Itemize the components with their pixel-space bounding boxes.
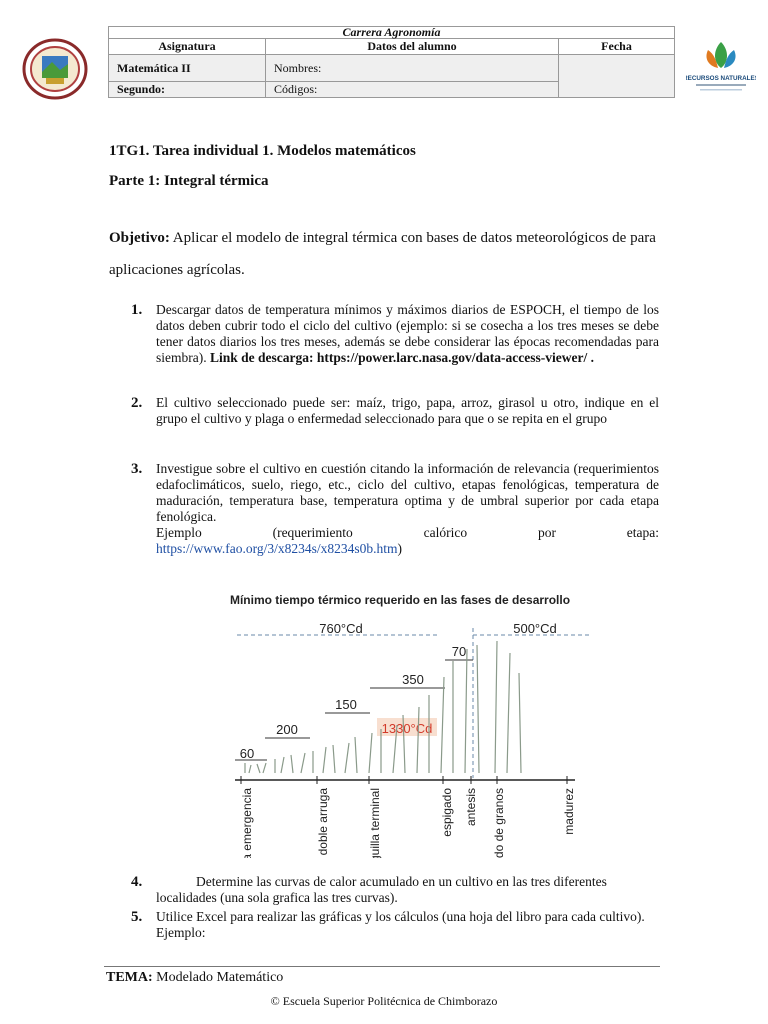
list-item: 3. Investigue sobre el cultivo en cuestión citando la información de relevancia (requerimientos edafoclimáticos, suelo, riego, etc., ciclo del cultivo, etapas fenológicas, temperatura de maduración, temperatura base, temperatura optima y de umbral superior por cada etapa fenológica. Ejemplo (requerimiento calórico por etapa: https://www.fao.org/3/x8234s/x8234s0b.htm): [131, 461, 659, 556]
student-data-header: Datos del alumno: [266, 39, 559, 55]
part-title: Parte 1: Integral térmica: [109, 173, 269, 189]
step-label: 350: [402, 672, 424, 687]
footer-topic: [106, 970, 283, 986]
item-text: Utilice Excel para realizar las gráficas y los cálculos (una hoja del libro para cada cultivo).: [156, 909, 645, 924]
objective-label: Objetivo:: [109, 230, 170, 246]
step-label: 150: [335, 697, 357, 712]
list-item: [109, 395, 659, 427]
topic-value: Modelado Matemático: [152, 970, 284, 985]
stage-label: siembra emergencia: [240, 788, 254, 858]
figure-title: Mínimo tiempo térmico requerido en las fases de desarrollo: [229, 593, 571, 607]
item-number: 4.: [131, 874, 143, 890]
example-line: Ejemplo (requerimiento calórico por etapa:: [156, 525, 659, 540]
logo-text: RECURSOS NATURALES: [686, 75, 756, 82]
thermal-time-figure: [205, 588, 595, 858]
subject-value: Matemática II: [109, 55, 266, 82]
stage-label: espigado: [440, 788, 454, 837]
objective-text: Aplicar el modelo de integral térmica con bases de datos meteorológicos de para aplicaciones agrícolas.: [109, 230, 656, 278]
item-number: 1.: [131, 302, 143, 318]
list-item: [109, 909, 659, 941]
footer-divider: [104, 966, 660, 967]
span-left-label: 760°Cd: [319, 621, 363, 636]
subject-header: Asignatura: [109, 39, 266, 55]
list-item: [109, 302, 659, 366]
item-number: 5.: [131, 909, 143, 925]
item-text: Determine las curvas de calor acumulado en un cultivo en las tres diferentes localidades (una sola grafica las tres curvas).: [156, 874, 607, 905]
topic-label: TEMA:: [106, 970, 153, 985]
level-value: Segundo:: [109, 82, 266, 98]
stage-label: llenado de granos: [492, 788, 506, 858]
stage-label: madurez: [562, 788, 576, 835]
career-title: Carrera Agronomía: [109, 27, 675, 39]
step-label: 60: [239, 746, 255, 761]
stage-label: doble arruga: [316, 788, 330, 856]
download-link[interactable]: Link de descarga: https://power.larc.nasa.gov/data-access-viewer/ .: [209, 350, 594, 365]
example-label: Ejemplo:: [156, 925, 206, 940]
codes-field: Códigos:: [266, 82, 559, 98]
item-text: El cultivo seleccionado puede ser: maíz, trigo, papa, arroz, girasol u otro, indique en el grupo el cultivo y plaga o enfermedad seleccionado para que o se repita en el grupo: [156, 395, 659, 426]
copyright: © Escuela Superior Politécnica de Chimborazo: [270, 994, 498, 1008]
recursos-naturales-logo: [686, 40, 756, 96]
item-number: 2.: [131, 395, 143, 411]
item-number: 3.: [131, 461, 143, 477]
names-field: Nombres:: [266, 55, 559, 82]
step-label: 70: [451, 644, 467, 659]
date-header: Fecha: [559, 39, 675, 55]
date-field: [559, 55, 675, 98]
stage-label: antesis: [464, 788, 478, 827]
page-title: 1TG1. Tarea individual 1. Modelos matemáticos: [109, 143, 416, 159]
item-text: Investigue sobre el cultivo en cuestión citando la información de relevancia (requerimientos edafoclimáticos, suelo, riego, etc., ciclo del cultivo, etapas fenológicas, temperatura de maduración, temperatura base, temperatura optima y de umbral superior por cada etapa fenológica.: [156, 461, 659, 524]
fao-link[interactable]: https://www.fao.org/3/x8234s/x8234s0b.htm: [156, 541, 398, 556]
objective: [109, 222, 669, 286]
step-label: 200: [276, 722, 298, 737]
span-right-label: 500°Cd: [513, 621, 557, 636]
item-text: Descargar datos de temperatura mínimos y máximos diarios de ESPOCH, el tiempo de los datos deben cubrir todo el ciclo del cultivo (ejemplo: si se cosecha a los tres meses se debe tener datos diarios los tres meses, además se debe considerar las épocas recomendadas para siembra).: [156, 302, 659, 365]
stage-label: espiguilla terminal: [368, 788, 382, 858]
espoch-logo: [22, 38, 88, 100]
total-label: 1330°Cd: [381, 721, 433, 736]
header-table: [108, 26, 675, 98]
list-item: [109, 874, 659, 906]
